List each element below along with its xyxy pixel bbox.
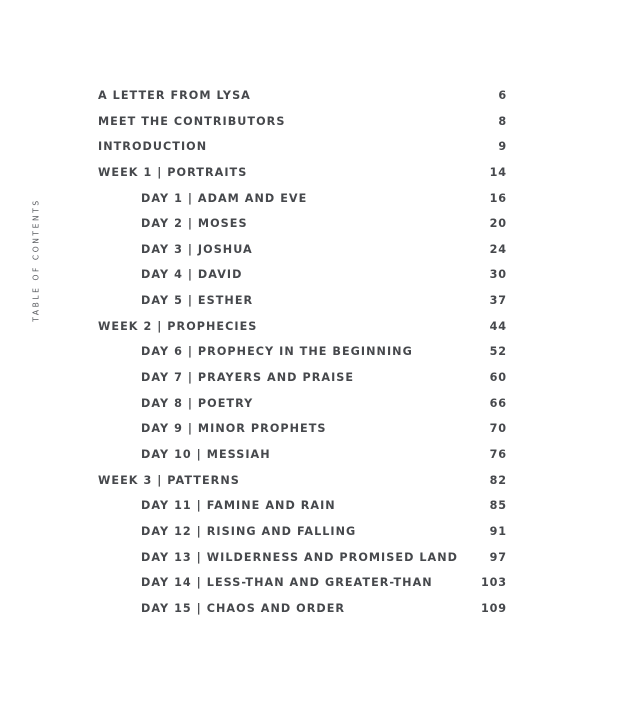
toc-entry-title: DAY 3 | JOSHUA bbox=[141, 242, 253, 256]
toc-page-number: 103 bbox=[480, 576, 507, 590]
toc-entry-title: DAY 12 | RISING AND FALLING bbox=[141, 524, 357, 538]
toc-page-number: 30 bbox=[489, 268, 507, 282]
toc-entry-title: DAY 1 | ADAM AND EVE bbox=[141, 191, 308, 205]
toc-page-number: 109 bbox=[480, 601, 507, 615]
toc-section-entry bbox=[0, 468, 627, 494]
toc-page-number: 24 bbox=[489, 242, 507, 256]
toc-page-number: 76 bbox=[489, 447, 507, 461]
toc-entry-title: DAY 14 | LESS-THAN AND GREATER-THAN bbox=[141, 576, 433, 590]
toc-entry-title: DAY 5 | ESTHER bbox=[141, 294, 254, 308]
toc-day-entry bbox=[0, 596, 627, 622]
toc-page-number: 8 bbox=[498, 114, 507, 128]
toc-page-number: 91 bbox=[489, 524, 507, 538]
toc-page-number: 9 bbox=[498, 140, 507, 154]
toc-day-entry bbox=[0, 288, 627, 314]
toc-day-entry bbox=[0, 262, 627, 288]
toc-page-number: 16 bbox=[489, 191, 507, 205]
toc-entry-title: INTRODUCTION bbox=[98, 140, 208, 154]
toc-entry-title: DAY 7 | PRAYERS AND PRAISE bbox=[141, 371, 355, 385]
toc-day-entry bbox=[0, 570, 627, 596]
toc-section-entry bbox=[0, 109, 627, 135]
toc-page-number: 60 bbox=[489, 371, 507, 385]
table-of-contents bbox=[0, 83, 627, 621]
toc-entry-title: WEEK 3 | PATTERNS bbox=[98, 473, 240, 487]
toc-entry-title: DAY 13 | WILDERNESS AND PROMISED LAND bbox=[141, 550, 458, 564]
toc-entry-title: A LETTER FROM LYSA bbox=[98, 89, 251, 102]
toc-entry-title: DAY 6 | PROPHECY IN THE BEGINNING bbox=[141, 345, 413, 359]
toc-day-entry bbox=[0, 545, 627, 571]
toc-day-entry bbox=[0, 391, 627, 417]
toc-day-entry bbox=[0, 442, 627, 468]
toc-section-entry bbox=[0, 83, 627, 109]
toc-day-entry bbox=[0, 416, 627, 442]
toc-entry-title: WEEK 1 | PORTRAITS bbox=[98, 165, 248, 179]
toc-section-entry bbox=[0, 160, 627, 186]
toc-page-number: 14 bbox=[489, 165, 507, 179]
toc-page-number: 20 bbox=[489, 217, 507, 231]
toc-section-entry bbox=[0, 134, 627, 160]
toc-page-number: 85 bbox=[489, 499, 507, 513]
toc-entry-title: DAY 2 | MOSES bbox=[141, 217, 248, 231]
toc-entry-title: MEET THE CONTRIBUTORS bbox=[98, 114, 286, 128]
toc-page-number: 37 bbox=[489, 294, 507, 308]
toc-entry-title: WEEK 2 | PROPHECIES bbox=[98, 319, 258, 333]
toc-entry-title: DAY 4 | DAVID bbox=[141, 268, 243, 282]
toc-page-number: 70 bbox=[489, 422, 507, 436]
toc-page-number: 82 bbox=[489, 473, 507, 487]
toc-day-entry bbox=[0, 237, 627, 263]
toc-section-entry bbox=[0, 314, 627, 340]
toc-entry-title: DAY 8 | POETRY bbox=[141, 396, 254, 410]
toc-day-entry bbox=[0, 519, 627, 545]
toc-entry-title: DAY 11 | FAMINE AND RAIN bbox=[141, 499, 336, 513]
toc-page-number: 6 bbox=[498, 89, 507, 102]
toc-page-number: 44 bbox=[489, 319, 507, 333]
toc-page-number: 66 bbox=[489, 396, 507, 410]
toc-entry-title: DAY 9 | MINOR PROPHETS bbox=[141, 422, 327, 436]
toc-day-entry bbox=[0, 365, 627, 391]
toc-page-number: 52 bbox=[489, 345, 507, 359]
toc-entry-title: DAY 15 | CHAOS AND ORDER bbox=[141, 601, 346, 615]
toc-day-entry bbox=[0, 339, 627, 365]
toc-page-number: 97 bbox=[489, 550, 507, 564]
toc-day-entry bbox=[0, 493, 627, 519]
toc-day-entry bbox=[0, 186, 627, 212]
toc-entry-title: DAY 10 | MESSIAH bbox=[141, 447, 271, 461]
toc-day-entry bbox=[0, 211, 627, 237]
vertical-section-label: TABLE OF CONTENTS bbox=[31, 198, 41, 322]
